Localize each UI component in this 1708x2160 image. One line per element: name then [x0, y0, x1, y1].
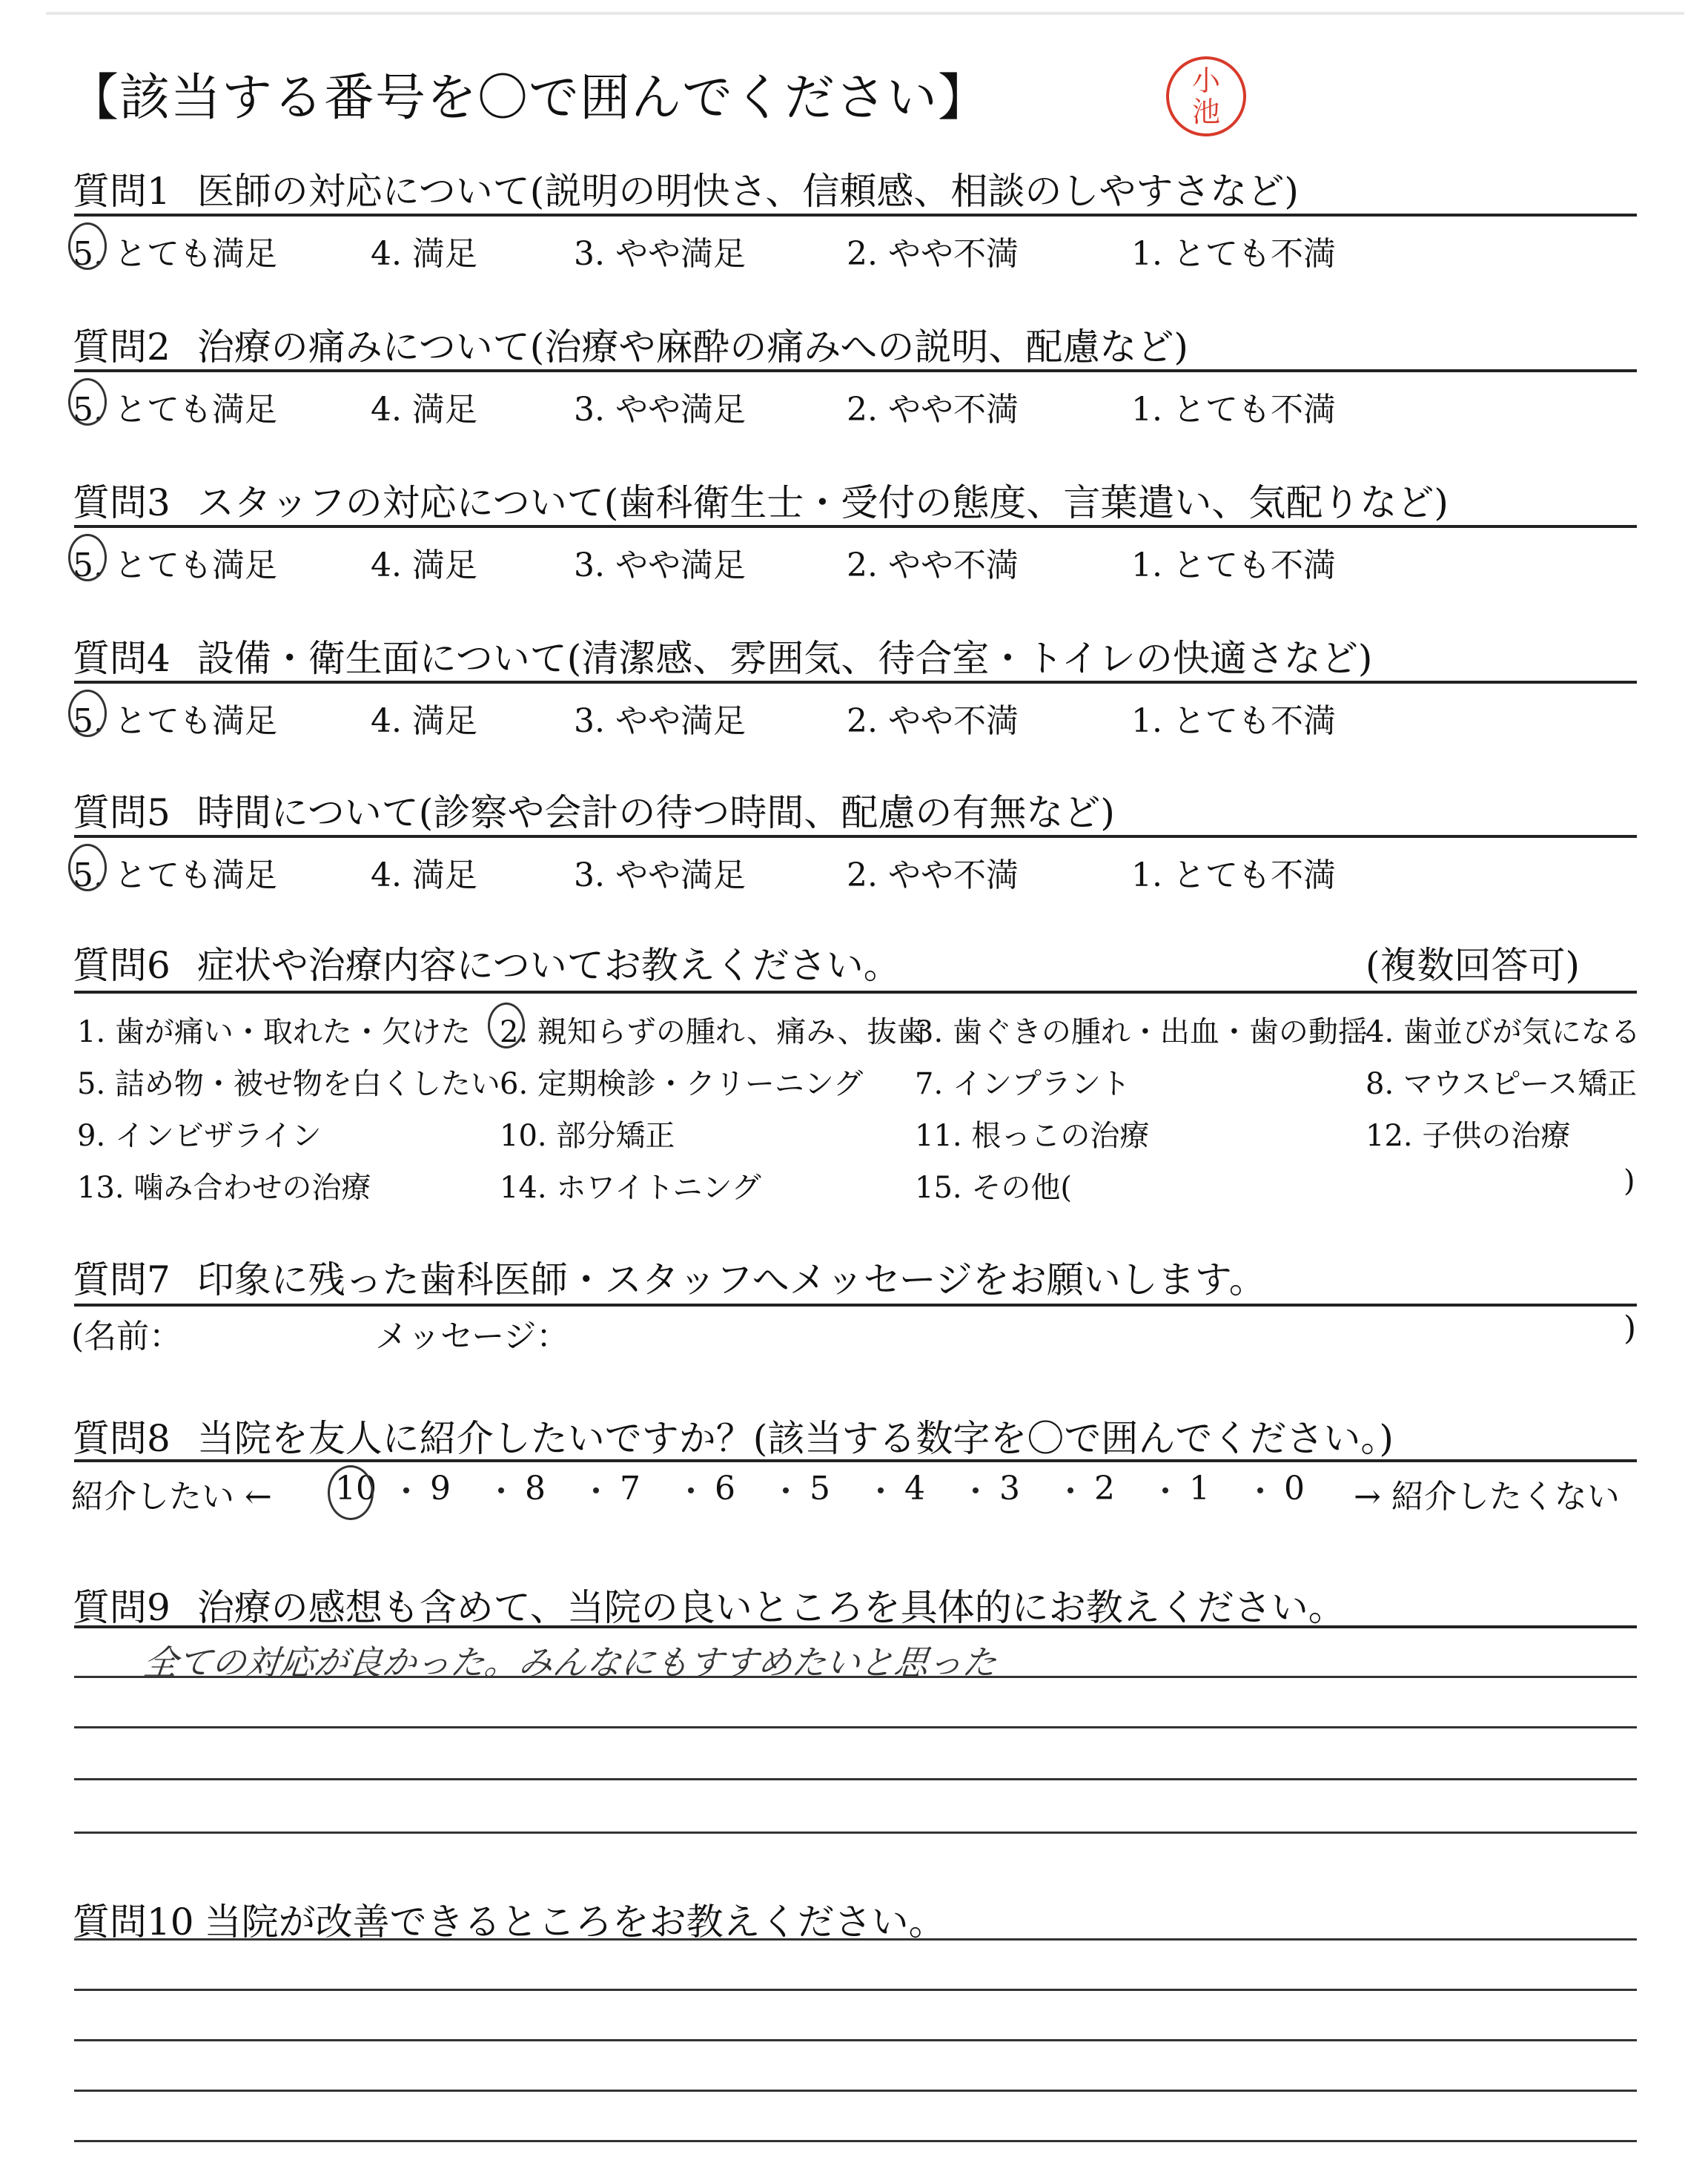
scale-dot: [688, 1487, 694, 1493]
question-number: 質問9: [73, 1586, 171, 1629]
scale-dot: [1257, 1487, 1263, 1493]
symptom-option[interactable]: 9. インビザライン: [77, 1119, 322, 1153]
scale-number[interactable]: 1: [1189, 1470, 1210, 1507]
rating-option[interactable]: 5. とても満足: [73, 702, 277, 740]
rating-option[interactable]: 3. やや満足: [574, 546, 746, 584]
selection-circle: [68, 222, 107, 270]
question-text: 医師の対応について(説明の明快さ、信頼感、相談のしやすさなど): [196, 170, 1299, 213]
scale-number[interactable]: 3: [999, 1470, 1020, 1507]
question-number: 質問5: [73, 791, 171, 834]
not-recommend-label: → 紹介したくない: [1354, 1478, 1620, 1516]
symptom-option[interactable]: 4. 歯並びが気になる: [1366, 1015, 1641, 1049]
rating-option[interactable]: 2. やや不満: [847, 546, 1019, 584]
scale-number[interactable]: 4: [904, 1470, 925, 1507]
rating-option[interactable]: 1. とても不満: [1131, 702, 1336, 740]
symptom-option[interactable]: 5. 詰め物・被せ物を白くしたい: [77, 1067, 500, 1101]
name-stamp: 小 池: [1166, 56, 1246, 136]
question-5-rule: [74, 835, 1637, 838]
symptom-option[interactable]: 11. 根っこの治療: [915, 1119, 1150, 1153]
rating-option[interactable]: 1. とても不満: [1131, 391, 1336, 429]
rating-option[interactable]: 2. やや不満: [847, 235, 1019, 273]
scale-number[interactable]: 6: [715, 1470, 735, 1507]
message-label: メッセージ：: [375, 1318, 569, 1355]
rating-option[interactable]: 5. とても満足: [73, 546, 277, 584]
rating-option[interactable]: 4. 満足: [371, 702, 477, 740]
rating-option[interactable]: 2. やや不満: [847, 856, 1019, 894]
rating-option[interactable]: 1. とても不満: [1131, 856, 1336, 894]
scale-dot: [1162, 1487, 1168, 1493]
selection-circle: [68, 690, 107, 737]
symptom-option[interactable]: 12. 子供の治療: [1366, 1119, 1571, 1153]
question-text: 当院を友人に紹介したいですか？(該当する数字を〇で囲んでください。): [196, 1417, 1394, 1460]
symptom-option[interactable]: 7. インプラント: [915, 1067, 1131, 1101]
symptom-option[interactable]: 1. 歯が痛い・取れた・欠けた: [77, 1015, 471, 1049]
name-label: (名前：: [71, 1318, 182, 1355]
question-2-rule: [74, 369, 1637, 372]
rating-option[interactable]: 1. とても不満: [1131, 546, 1336, 584]
scale-dot: [878, 1487, 884, 1493]
selection-circle: [68, 378, 107, 426]
rating-option[interactable]: 3. やや満足: [574, 235, 746, 273]
question-9: [73, 1578, 1345, 1631]
symptom-option[interactable]: 6. 定期検診・クリーニング: [500, 1067, 864, 1101]
question-text: スタッフの対応について(歯科衛生士・受付の態度、言葉遣い、気配りなど): [196, 481, 1449, 524]
symptom-option[interactable]: 10. 部分矯正: [500, 1119, 675, 1153]
question-5: [73, 783, 1115, 836]
rating-option[interactable]: 3. やや満足: [574, 856, 746, 894]
rating-option[interactable]: 5. とても満足: [73, 856, 277, 894]
answer-line: [74, 1989, 1637, 1991]
answer-line: [74, 1778, 1637, 1780]
answer-line: [74, 2039, 1637, 2041]
question-number: 質問6: [73, 944, 171, 987]
symptom-option[interactable]: 3. 歯ぐきの腫れ・出血・歯の動揺: [915, 1015, 1368, 1049]
answer-line: [74, 1832, 1637, 1834]
answer-line: [74, 2090, 1637, 2092]
question-8-rule: [74, 1459, 1637, 1462]
multiple-answers-note: (複数回答可): [1366, 944, 1580, 987]
question-4: [73, 629, 1372, 682]
question-3: [73, 473, 1449, 526]
handwritten-answer: 全ての対応が良かった。みんなにもすすめたいと思った: [141, 1642, 999, 1682]
recommend-label: 紹介したい ←: [71, 1478, 272, 1516]
answer-line: [74, 2140, 1637, 2142]
message-close-paren: ): [1623, 1309, 1637, 1347]
question-6-rule: [74, 991, 1637, 994]
scale-dot: [403, 1487, 409, 1493]
rating-option[interactable]: 4. 満足: [371, 856, 477, 894]
scale-number[interactable]: 7: [620, 1470, 640, 1507]
question-number: 質問1: [73, 170, 171, 213]
scale-number[interactable]: 8: [525, 1470, 546, 1507]
rating-option[interactable]: 2. やや不満: [847, 391, 1019, 429]
form-title: 【該当する番号を〇で囲んでください】: [68, 69, 990, 128]
rating-option[interactable]: 4. 満足: [371, 235, 477, 273]
question-text: 印象に残った歯科医師・スタッフへメッセージをお願いします。: [196, 1258, 1266, 1301]
symptom-option[interactable]: 8. マウスピース矯正: [1366, 1067, 1638, 1101]
question-number: 質問8: [73, 1417, 171, 1460]
question-1: [73, 162, 1299, 215]
rating-option[interactable]: 2. やや不満: [847, 702, 1019, 740]
symptom-option[interactable]: 13. 噛み合わせの治療: [77, 1171, 371, 1205]
scale-dot: [593, 1487, 599, 1493]
question-8: [73, 1409, 1394, 1462]
rating-option[interactable]: 4. 満足: [371, 546, 477, 584]
selection-circle: [488, 1003, 525, 1048]
rating-option[interactable]: 3. やや満足: [574, 391, 746, 429]
answer-line: [74, 1676, 1637, 1678]
answer-line: [74, 1726, 1637, 1728]
scale-number[interactable]: 2: [1094, 1470, 1115, 1507]
question-3-rule: [74, 525, 1637, 528]
question-text: 症状や治療内容についてお教えください。: [196, 944, 901, 987]
selection-circle: [328, 1465, 374, 1520]
question-9-rule: [74, 1625, 1637, 1628]
scale-number[interactable]: 5: [810, 1470, 830, 1507]
rating-option[interactable]: 3. やや満足: [574, 702, 746, 740]
answer-line: [74, 1938, 1637, 1941]
question-2: [73, 317, 1188, 371]
question-text: 当院が改善できるところをお教えください。: [204, 1900, 946, 1943]
scale-dot: [1068, 1487, 1073, 1493]
symptom-option[interactable]: 15. その他(: [915, 1171, 1072, 1205]
question-6: [73, 936, 901, 989]
rating-option[interactable]: 5. とても満足: [73, 391, 277, 429]
question-number: 質問3: [73, 481, 171, 524]
scale-dot: [973, 1487, 979, 1493]
selection-circle: [68, 534, 107, 581]
selection-circle: [68, 844, 107, 891]
question-text: 治療の感想も含めて、当院の良いところを具体的にお教えください。: [196, 1586, 1345, 1629]
question-4-rule: [74, 681, 1637, 684]
rating-option[interactable]: 1. とても不満: [1131, 235, 1336, 273]
scale-number[interactable]: 9: [430, 1470, 451, 1507]
question-number: 質問7: [73, 1258, 171, 1301]
question-number: 質問2: [73, 326, 171, 369]
rating-option[interactable]: 4. 満足: [371, 391, 477, 429]
rating-option[interactable]: 5. とても満足: [73, 235, 277, 273]
question-number: 質問4: [73, 637, 171, 680]
symptom-option[interactable]: 2. 親知らずの腫れ、痛み、抜歯: [500, 1015, 927, 1049]
symptom-option[interactable]: 14. ホワイトニング: [500, 1171, 761, 1205]
scale-dot: [783, 1487, 789, 1493]
page-top-edge: [46, 12, 1684, 15]
question-text: 時間について(診察や会計の待つ時間、配慮の有無など): [196, 791, 1115, 834]
question-7-rule: [74, 1304, 1637, 1307]
question-7: [73, 1250, 1266, 1304]
scale-number[interactable]: 10: [335, 1470, 377, 1507]
question-1-rule: [74, 214, 1637, 217]
scale-number[interactable]: 0: [1284, 1470, 1305, 1507]
other-close-paren: ): [1623, 1164, 1635, 1198]
question-text: 治療の痛みについて(治療や麻酔の痛みへの説明、配慮など): [196, 326, 1188, 369]
question-text: 設備・衛生面について(清潔感、雰囲気、待合室・トイレの快適さなど): [196, 637, 1373, 680]
scale-dot: [498, 1487, 504, 1493]
question-number: 質問10: [73, 1900, 194, 1943]
